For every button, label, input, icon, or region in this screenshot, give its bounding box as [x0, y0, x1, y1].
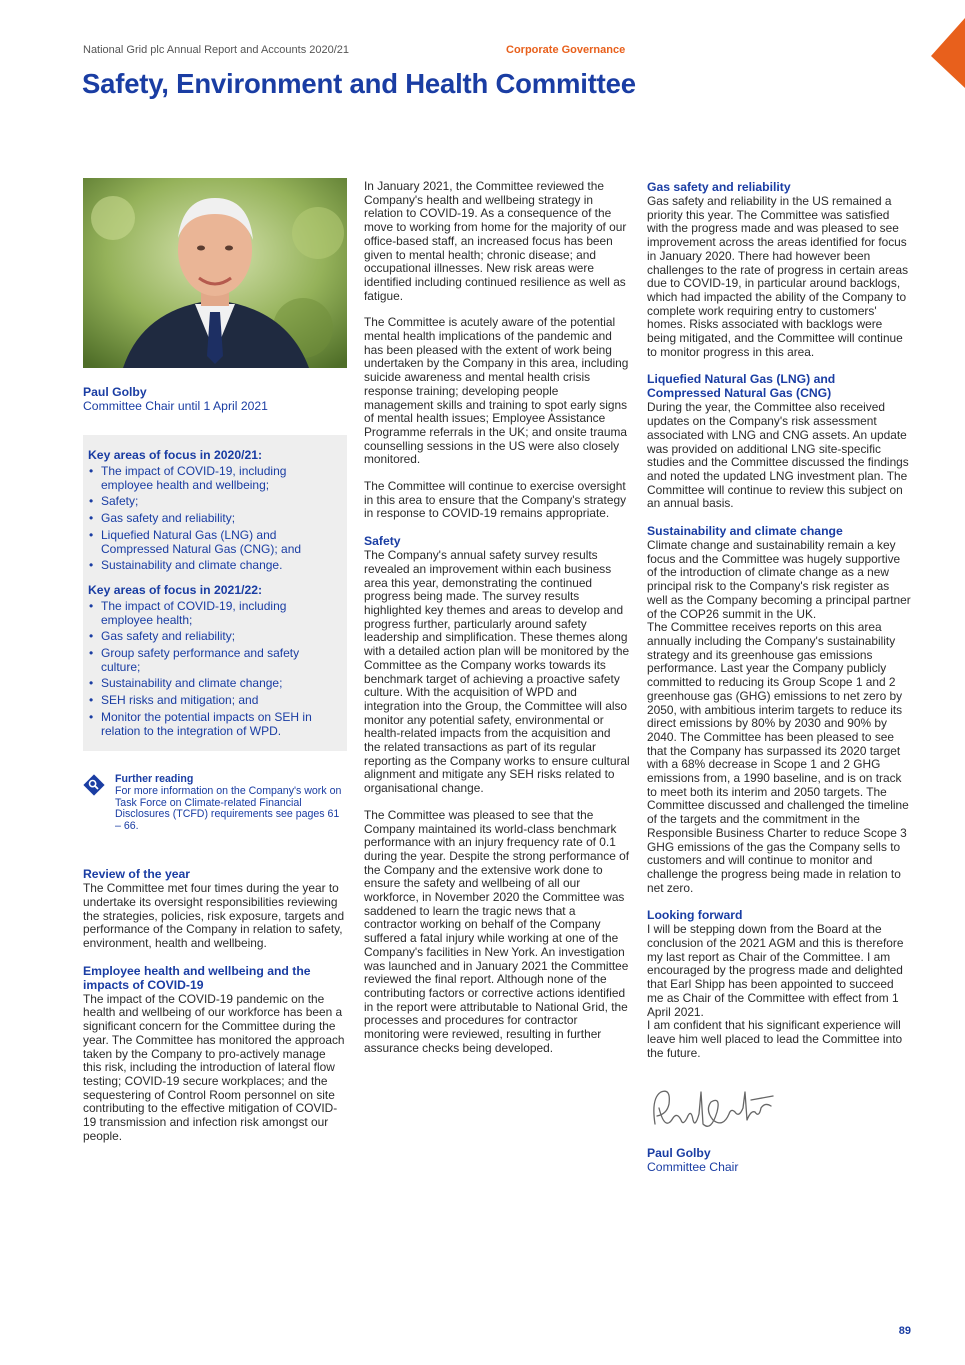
- focus-2021-list: [88, 465, 341, 573]
- chair-name: Paul Golby: [83, 385, 147, 399]
- further-reading-text: For more information on the Company's work on Task Force on Climate-related Financial Disclosures (TCFD) requirements see pages 61 – 66.: [115, 784, 342, 833]
- list-item: • Monitor the potential impacts on SEH in relation to the integration of WPD.: [88, 711, 341, 738]
- signoff-name: Paul Golby: [647, 1146, 711, 1161]
- further-reading-title: Further reading: [115, 773, 194, 786]
- chair-role: Committee Chair until 1 April 2021: [83, 399, 268, 413]
- paragraph: The Company's annual safety survey results revealed an improvement within each business area this year, demonstrating the continued progress being made. The survey results highlighted key themes and areas to develop and progress further, particularly around safety leadership and simplification. These themes along with a detailed action plan will be monitored by the Committee as the Company works towards its benchmark target of achieving a proactive safety culture. With the acquisition of WPD and integration into the Group, the Committee will also monitor any potential safety, environmental or health-related impacts from the acquisition and the related transactions as part of its regular reporting as the Company works to ensure cultural alignment and mitigate any SEH risks related to organisational change.: [364, 548, 630, 796]
- paragraph: The Committee receives reports on this area annually including the Company's sustainability strategy and its greenhouse gas emissions performance. Last year the Company publicly committed to reducing its Group Scope 1 and 2 greenhouse gas (GHG) emissions to net zero by 2050, with ambitious interim targets to reduce its direct emissions by 80% by 2030 and 90% by 2040. The Committee has been pleased to see that the Company has surpassed its 2020 target with a 68% decrease in Scope 1 and 2 GHG emissions from, a 1990 baseline, and is on track to meet both its interim and 2050 targets. The Committee discussed and challenged the timeline of the targets and the commitment in the Responsible Business Charter to reduce Scope 3 GHG emissions of the gas the Company sells to customers and will continue to monitor and challenge the progress being made in relation to net zero.: [647, 620, 909, 895]
- list-item: • Group safety performance and safety culture;: [88, 647, 341, 674]
- list-item: • Safety;: [88, 495, 341, 509]
- list-item: • Sustainability and climate change;: [88, 677, 341, 691]
- gas-safety-heading: Gas safety and reliability: [647, 180, 791, 194]
- list-item: • Sustainability and climate change.: [88, 559, 341, 573]
- paragraph: The Committee will continue to exercise oversight in this area to ensure that the Company's strategy in response to COVID-19 remains appropriate.: [364, 479, 627, 521]
- paragraph: During the year, the Committee also received updates on the Company's risk assessment associated with LNG and CNG assets. An update was provided on additional LNG site-specific studies and the Committee discussed the findings and noted the updated LNG investment plan. The Committee will continue to review this subject on an annual basis.: [647, 400, 909, 511]
- search-icon: [83, 774, 105, 796]
- safety-heading: Safety: [364, 534, 401, 549]
- page-title: Safety, Environment and Health Committee: [82, 68, 636, 99]
- employee-heading: Employee health and wellbeing and the impacts of COVID-19: [83, 963, 311, 992]
- column-right: [647, 180, 912, 1174]
- focus-2122-heading: Key areas of focus in 2021/22:: [88, 582, 263, 597]
- list-item: • The impact of COVID-19, including employee health and wellbeing;: [88, 465, 341, 492]
- list-item: • Liquefied Natural Gas (LNG) and Compressed Natural Gas (CNG); and: [88, 529, 341, 556]
- paragraph: The Committee was pleased to see that the Company maintained its world-class benchmark performance with an injury frequency rate of 0.1 during the year. Despite the strong performance of the Company and the extensive work done to ensure the safety and wellbeing of all our workforce, in November 2020 the Committee was saddened to learn the tragic news that a contractor working on behalf of the Company suffered a fatal injury while working at one of the Company's facilities in New York. An investigation was launched and in January 2021 the Committee reviewed the final report. Although none of the contributing factors or corrective actions identified in the report were attributable to National Grid, the processes and procedures for contractor monitoring were reviewed, resulting in further assurance checks being developed.: [364, 807, 630, 1055]
- list-item: • Gas safety and reliability;: [88, 630, 341, 644]
- further-reading[interactable]: [83, 774, 347, 834]
- review-text: The Committee met four times during the year to undertake its oversight responsibilities reviewing the strategies, policies, risk exposure, targets and performance of the Company in relation to safety, environment, health and wellbeing.: [83, 881, 345, 951]
- report-title: National Grid plc Annual Report and Accounts 2020/21: [83, 44, 350, 56]
- paragraph: I will be stepping down from the Board at the conclusion of the 2021 AGM and this is therefore my last report as Chair of the Committee. I am encouraged by the progress made and delighted that Earl Shipp has been appointed to succeed me as Chair of the Committee with effect from 1 April 2021.: [647, 922, 904, 1019]
- list-item: • SEH risks and mitigation; and: [88, 694, 341, 708]
- sustainability-heading: Sustainability and climate change: [647, 524, 843, 539]
- review-section: [83, 867, 347, 1143]
- signoff-role: Committee Chair: [647, 1160, 739, 1175]
- list-item: • The impact of COVID-19, including employee health;: [88, 600, 341, 627]
- focus-2021-heading: Key areas of focus in 2020/21:: [88, 448, 263, 462]
- column-middle: [364, 180, 630, 1068]
- employee-text: The impact of the COVID-19 pandemic on the health and wellbeing of our workforce has been a significant concern for the Committee during the year. The Committee has monitored the approach taken by the Company to pro-actively manage this risk, including the introduction of lateral flow testing; COVID-19 secure workplaces; and the sequestering of Control Room personnel on site contributing to the effective mitigation of COVID-19 transmission and infection risk amongst our people.: [83, 991, 345, 1143]
- column-left: [83, 178, 347, 1157]
- section-label: Corporate Governance: [506, 44, 626, 56]
- corner-tab: [929, 18, 965, 88]
- paragraph: The Committee is acutely aware of the potential mental health implications of the pandemic and has been pleased with the extent of work being undertaken by the Company in this area, including suicide awareness and mental health crisis response training; developing people management skills and training to spot early signs of mental health issues; Employee Assistance Programme referrals in the UK; and onsite trauma counselling sessions in the US were also closely monitored.: [364, 315, 629, 467]
- list-item: • Gas safety and reliability;: [88, 512, 341, 526]
- paragraph: Climate change and sustainability remain a key focus and the Committee was hugely supportive of the introduction of climate change as a new principal risk to the Company's risk register as well as the Company becoming a principal partner of the COP26 summit in the UK.: [647, 538, 911, 621]
- paragraph: Gas safety and reliability in the US remained a priority this year. The Committee was satisfied with the progress made and was pleased to see improvement across the areas identified for focus in January 2020. There had however been challenges to the rate of progress in certain areas due to COVID-19, in particular around backlogs, which had impacted the ability of the Company to complete work requiring entry to customers' homes. Risks associated with backlogs were being mitigated, and the Committee will continue to monitor progress in this area.: [647, 194, 909, 359]
- looking-forward-heading: Looking forward: [647, 908, 743, 923]
- page-number: 89: [898, 1325, 911, 1337]
- paragraph: In January 2021, the Committee reviewed the Company's health and wellbeing strategy in relation to COVID-19. As a consequence of the move to working from home for the majority of our office-based staff, an increased focus has been given to mental health; chronic disease; and occupational illnesses. New risk areas were identified including continued resilience as well as fatigue.: [364, 179, 627, 303]
- chair-portrait: [83, 178, 347, 368]
- review-heading: Review of the year: [83, 867, 191, 882]
- paragraph: I am confident that his significant experience will leave him well placed to lead the Committee into the future.: [647, 1018, 903, 1060]
- signature: [647, 1078, 777, 1140]
- lng-heading: Liquefied Natural Gas (LNG) and Compressed Natural Gas (CNG): [647, 372, 836, 401]
- focus-2122-list: [88, 600, 341, 738]
- focus-areas-box: [83, 435, 347, 751]
